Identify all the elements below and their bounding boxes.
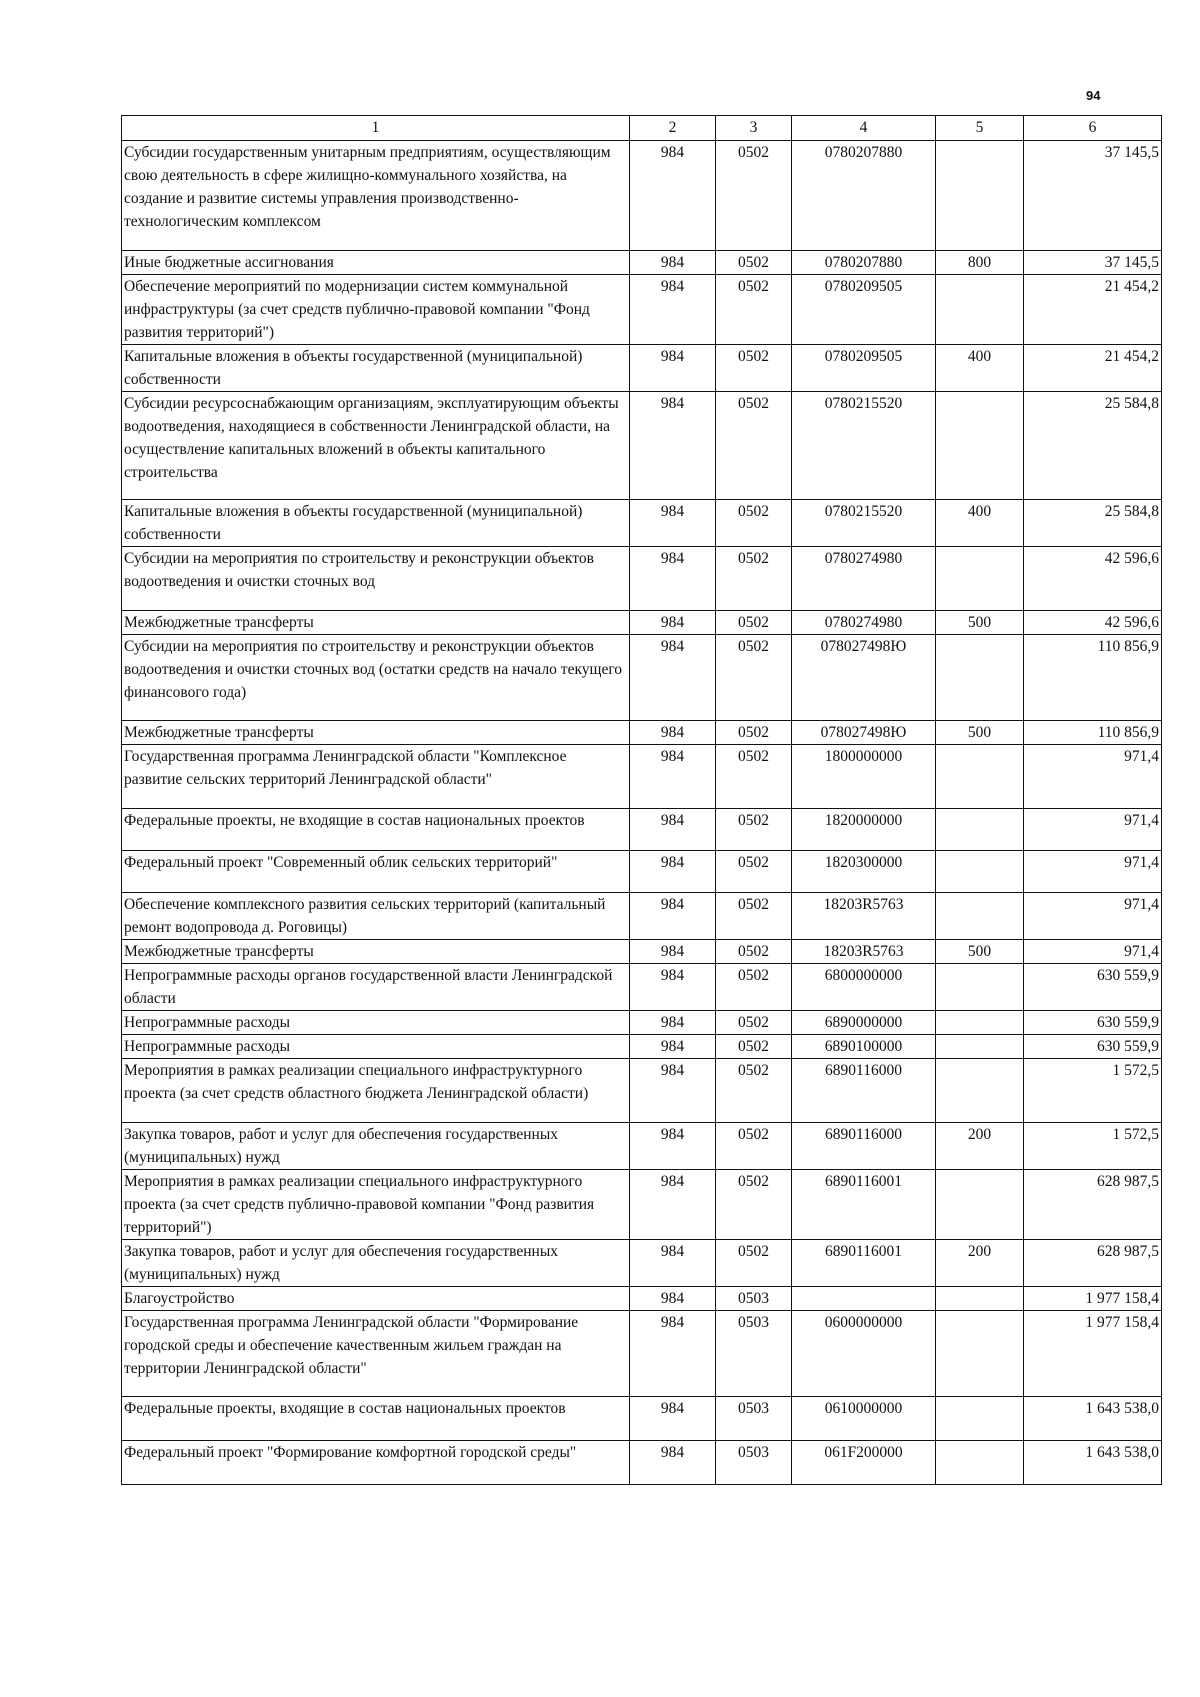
section-code-cell: 0503 bbox=[716, 1397, 792, 1441]
item-name-cell: Федеральный проект "Формирование комфортной городской среды" bbox=[122, 1441, 630, 1485]
admin-code-cell: 984 bbox=[630, 547, 716, 611]
expense-type-cell bbox=[936, 1059, 1024, 1123]
table-row bbox=[122, 1441, 1162, 1485]
table-row bbox=[122, 1170, 1162, 1240]
admin-code-cell: 984 bbox=[630, 1035, 716, 1059]
table-row bbox=[122, 500, 1162, 547]
amount-cell: 630 559,9 bbox=[1024, 964, 1162, 1011]
admin-code-cell: 984 bbox=[630, 635, 716, 721]
item-name-cell: Закупка товаров, работ и услуг для обеспечения государственных (муниципальных) нужд bbox=[122, 1123, 630, 1170]
admin-code-cell: 984 bbox=[630, 1441, 716, 1485]
table-row bbox=[122, 1011, 1162, 1035]
section-code-cell: 0502 bbox=[716, 964, 792, 1011]
expense-type-cell bbox=[936, 1035, 1024, 1059]
item-name-cell: Межбюджетные трансферты bbox=[122, 721, 630, 745]
amount-cell: 1 572,5 bbox=[1024, 1059, 1162, 1123]
column-header: 5 bbox=[936, 116, 1024, 141]
target-code-cell: 078027498Ю bbox=[792, 721, 936, 745]
target-code-cell: 1800000000 bbox=[792, 745, 936, 809]
expense-type-cell bbox=[936, 893, 1024, 940]
amount-cell: 630 559,9 bbox=[1024, 1011, 1162, 1035]
target-code-cell: 0600000000 bbox=[792, 1311, 936, 1397]
amount-cell: 42 596,6 bbox=[1024, 547, 1162, 611]
amount-cell: 1 643 538,0 bbox=[1024, 1397, 1162, 1441]
table-row bbox=[122, 1397, 1162, 1441]
admin-code-cell: 984 bbox=[630, 1397, 716, 1441]
table-body bbox=[122, 141, 1162, 1485]
expense-type-cell bbox=[936, 1011, 1024, 1035]
expense-type-cell bbox=[936, 1170, 1024, 1240]
item-name-cell: Федеральный проект "Современный облик сельских территорий" bbox=[122, 851, 630, 893]
admin-code-cell: 984 bbox=[630, 1287, 716, 1311]
item-name-cell: Федеральные проекты, не входящие в состав национальных проектов bbox=[122, 809, 630, 851]
target-code-cell: 0610000000 bbox=[792, 1397, 936, 1441]
admin-code-cell: 984 bbox=[630, 500, 716, 547]
section-code-cell: 0502 bbox=[716, 851, 792, 893]
target-code-cell: 6890116000 bbox=[792, 1123, 936, 1170]
section-code-cell: 0502 bbox=[716, 1035, 792, 1059]
table-row bbox=[122, 275, 1162, 345]
expense-type-cell: 200 bbox=[936, 1240, 1024, 1287]
item-name-cell: Субсидии на мероприятия по строительству и реконструкции объектов водоотведения и очистки сточных вод bbox=[122, 547, 630, 611]
item-name-cell: Закупка товаров, работ и услуг для обеспечения государственных (муниципальных) нужд bbox=[122, 1240, 630, 1287]
amount-cell: 110 856,9 bbox=[1024, 635, 1162, 721]
expense-type-cell bbox=[936, 1397, 1024, 1441]
section-code-cell: 0502 bbox=[716, 345, 792, 392]
admin-code-cell: 984 bbox=[630, 893, 716, 940]
section-code-cell: 0502 bbox=[716, 635, 792, 721]
expense-type-cell bbox=[936, 392, 1024, 500]
section-code-cell: 0502 bbox=[716, 275, 792, 345]
expense-type-cell: 500 bbox=[936, 611, 1024, 635]
amount-cell: 21 454,2 bbox=[1024, 345, 1162, 392]
table-row bbox=[122, 851, 1162, 893]
target-code-cell: 0780215520 bbox=[792, 500, 936, 547]
section-code-cell: 0502 bbox=[716, 611, 792, 635]
section-code-cell: 0502 bbox=[716, 1240, 792, 1287]
table-row bbox=[122, 1240, 1162, 1287]
admin-code-cell: 984 bbox=[630, 721, 716, 745]
expense-type-cell bbox=[936, 964, 1024, 1011]
target-code-cell: 6890116001 bbox=[792, 1240, 936, 1287]
section-code-cell: 0502 bbox=[716, 809, 792, 851]
item-name-cell: Капитальные вложения в объекты государственной (муниципальной) собственности bbox=[122, 500, 630, 547]
amount-cell: 971,4 bbox=[1024, 940, 1162, 964]
expense-type-cell: 400 bbox=[936, 345, 1024, 392]
amount-cell: 971,4 bbox=[1024, 809, 1162, 851]
section-code-cell: 0502 bbox=[716, 141, 792, 251]
amount-cell: 628 987,5 bbox=[1024, 1170, 1162, 1240]
expense-type-cell: 500 bbox=[936, 721, 1024, 745]
amount-cell: 1 977 158,4 bbox=[1024, 1311, 1162, 1397]
column-header: 1 bbox=[122, 116, 630, 141]
table-row bbox=[122, 1035, 1162, 1059]
amount-cell: 21 454,2 bbox=[1024, 275, 1162, 345]
section-code-cell: 0502 bbox=[716, 1011, 792, 1035]
item-name-cell: Субсидии государственным унитарным предприятиям, осуществляющим свою деятельность в сфере жилищно-коммунального хозяйства, на создание и развитие системы управления производственно-технологическим комплексом bbox=[122, 141, 630, 251]
amount-cell: 1 572,5 bbox=[1024, 1123, 1162, 1170]
admin-code-cell: 984 bbox=[630, 964, 716, 1011]
target-code-cell: 0780274980 bbox=[792, 547, 936, 611]
column-header: 3 bbox=[716, 116, 792, 141]
item-name-cell: Межбюджетные трансферты bbox=[122, 611, 630, 635]
target-code-cell: 0780274980 bbox=[792, 611, 936, 635]
section-code-cell: 0502 bbox=[716, 721, 792, 745]
table-row bbox=[122, 940, 1162, 964]
amount-cell: 971,4 bbox=[1024, 851, 1162, 893]
target-code-cell: 0780209505 bbox=[792, 275, 936, 345]
amount-cell: 971,4 bbox=[1024, 745, 1162, 809]
table-row bbox=[122, 611, 1162, 635]
table-row bbox=[122, 1059, 1162, 1123]
amount-cell: 25 584,8 bbox=[1024, 392, 1162, 500]
target-code-cell: 18203R5763 bbox=[792, 940, 936, 964]
table-row bbox=[122, 1287, 1162, 1311]
section-code-cell: 0502 bbox=[716, 251, 792, 275]
section-code-cell: 0502 bbox=[716, 1123, 792, 1170]
amount-cell: 1 977 158,4 bbox=[1024, 1287, 1162, 1311]
expense-type-cell: 400 bbox=[936, 500, 1024, 547]
amount-cell: 971,4 bbox=[1024, 893, 1162, 940]
admin-code-cell: 984 bbox=[630, 809, 716, 851]
amount-cell: 628 987,5 bbox=[1024, 1240, 1162, 1287]
expense-type-cell bbox=[936, 635, 1024, 721]
item-name-cell: Непрограммные расходы bbox=[122, 1011, 630, 1035]
target-code-cell: 0780207880 bbox=[792, 141, 936, 251]
table-row bbox=[122, 1311, 1162, 1397]
item-name-cell: Федеральные проекты, входящие в состав национальных проектов bbox=[122, 1397, 630, 1441]
target-code-cell: 6890100000 bbox=[792, 1035, 936, 1059]
amount-cell: 1 643 538,0 bbox=[1024, 1441, 1162, 1485]
column-header: 4 bbox=[792, 116, 936, 141]
item-name-cell: Обеспечение мероприятий по модернизации систем коммунальной инфраструктуры (за счет средств публично-правовой компании "Фонд развития территорий") bbox=[122, 275, 630, 345]
expense-type-cell bbox=[936, 851, 1024, 893]
admin-code-cell: 984 bbox=[630, 392, 716, 500]
admin-code-cell: 984 bbox=[630, 345, 716, 392]
header-row bbox=[122, 116, 1162, 141]
expense-type-cell bbox=[936, 141, 1024, 251]
item-name-cell: Непрограммные расходы bbox=[122, 1035, 630, 1059]
item-name-cell: Обеспечение комплексного развития сельских территорий (капитальный ремонт водопровода д. Роговицы) bbox=[122, 893, 630, 940]
admin-code-cell: 984 bbox=[630, 1059, 716, 1123]
item-name-cell: Межбюджетные трансферты bbox=[122, 940, 630, 964]
table-row bbox=[122, 547, 1162, 611]
target-code-cell: 1820300000 bbox=[792, 851, 936, 893]
table-row bbox=[122, 345, 1162, 392]
target-code-cell: 1820000000 bbox=[792, 809, 936, 851]
section-code-cell: 0503 bbox=[716, 1441, 792, 1485]
table-row bbox=[122, 251, 1162, 275]
admin-code-cell: 984 bbox=[630, 141, 716, 251]
section-code-cell: 0502 bbox=[716, 1170, 792, 1240]
expense-type-cell: 800 bbox=[936, 251, 1024, 275]
section-code-cell: 0503 bbox=[716, 1287, 792, 1311]
section-code-cell: 0502 bbox=[716, 1059, 792, 1123]
admin-code-cell: 984 bbox=[630, 275, 716, 345]
target-code-cell bbox=[792, 1287, 936, 1311]
admin-code-cell: 984 bbox=[630, 1011, 716, 1035]
expense-type-cell bbox=[936, 809, 1024, 851]
section-code-cell: 0502 bbox=[716, 500, 792, 547]
admin-code-cell: 984 bbox=[630, 745, 716, 809]
amount-cell: 25 584,8 bbox=[1024, 500, 1162, 547]
amount-cell: 42 596,6 bbox=[1024, 611, 1162, 635]
item-name-cell: Государственная программа Ленинградской области "Формирование городской среды и обеспечение качественным жильем граждан на территории Ленинградской области" bbox=[122, 1311, 630, 1397]
admin-code-cell: 984 bbox=[630, 251, 716, 275]
table-row bbox=[122, 392, 1162, 500]
section-code-cell: 0502 bbox=[716, 547, 792, 611]
section-code-cell: 0502 bbox=[716, 893, 792, 940]
expense-type-cell bbox=[936, 547, 1024, 611]
admin-code-cell: 984 bbox=[630, 940, 716, 964]
target-code-cell: 0780209505 bbox=[792, 345, 936, 392]
item-name-cell: Благоустройство bbox=[122, 1287, 630, 1311]
item-name-cell: Капитальные вложения в объекты государственной (муниципальной) собственности bbox=[122, 345, 630, 392]
amount-cell: 110 856,9 bbox=[1024, 721, 1162, 745]
expense-type-cell bbox=[936, 1287, 1024, 1311]
expense-type-cell bbox=[936, 1311, 1024, 1397]
admin-code-cell: 984 bbox=[630, 851, 716, 893]
amount-cell: 37 145,5 bbox=[1024, 141, 1162, 251]
expense-type-cell: 200 bbox=[936, 1123, 1024, 1170]
section-code-cell: 0503 bbox=[716, 1311, 792, 1397]
amount-cell: 630 559,9 bbox=[1024, 1035, 1162, 1059]
target-code-cell: 061F200000 bbox=[792, 1441, 936, 1485]
target-code-cell: 0780207880 bbox=[792, 251, 936, 275]
admin-code-cell: 984 bbox=[630, 1240, 716, 1287]
target-code-cell: 6890116001 bbox=[792, 1170, 936, 1240]
column-header: 6 bbox=[1024, 116, 1162, 141]
section-code-cell: 0502 bbox=[716, 392, 792, 500]
column-header: 2 bbox=[630, 116, 716, 141]
target-code-cell: 0780215520 bbox=[792, 392, 936, 500]
admin-code-cell: 984 bbox=[630, 1123, 716, 1170]
target-code-cell: 6800000000 bbox=[792, 964, 936, 1011]
section-code-cell: 0502 bbox=[716, 745, 792, 809]
table-row bbox=[122, 1123, 1162, 1170]
expense-type-cell bbox=[936, 1441, 1024, 1485]
target-code-cell: 6890116000 bbox=[792, 1059, 936, 1123]
admin-code-cell: 984 bbox=[630, 1170, 716, 1240]
table-row bbox=[122, 745, 1162, 809]
table-row bbox=[122, 721, 1162, 745]
expense-type-cell: 500 bbox=[936, 940, 1024, 964]
page-number: 94 bbox=[1086, 88, 1101, 103]
target-code-cell: 078027498Ю bbox=[792, 635, 936, 721]
item-name-cell: Мероприятия в рамках реализации специального инфраструктурного проекта (за счет средств областного бюджета Ленинградской области) bbox=[122, 1059, 630, 1123]
table-row bbox=[122, 893, 1162, 940]
table-row bbox=[122, 809, 1162, 851]
target-code-cell: 6890000000 bbox=[792, 1011, 936, 1035]
section-code-cell: 0502 bbox=[716, 940, 792, 964]
table-row bbox=[122, 635, 1162, 721]
admin-code-cell: 984 bbox=[630, 611, 716, 635]
item-name-cell: Субсидии на мероприятия по строительству и реконструкции объектов водоотведения и очистки сточных вод (остатки средств на начало текущего финансового года) bbox=[122, 635, 630, 721]
item-name-cell: Мероприятия в рамках реализации специального инфраструктурного проекта (за счет средств публично-правовой компании "Фонд развития территорий") bbox=[122, 1170, 630, 1240]
admin-code-cell: 984 bbox=[630, 1311, 716, 1397]
item-name-cell: Непрограммные расходы органов государственной власти Ленинградской области bbox=[122, 964, 630, 1011]
table-row bbox=[122, 964, 1162, 1011]
item-name-cell: Государственная программа Ленинградской области "Комплексное развитие сельских территорий Ленинградской области" bbox=[122, 745, 630, 809]
item-name-cell: Субсидии ресурсоснабжающим организациям, эксплуатирующим объекты водоотведения, находящиеся в собственности Ленинградской области, на осуществление капитальных вложений в объекты капитального строительства bbox=[122, 392, 630, 500]
target-code-cell: 18203R5763 bbox=[792, 893, 936, 940]
expense-type-cell bbox=[936, 745, 1024, 809]
table-row bbox=[122, 141, 1162, 251]
budget-table bbox=[121, 115, 1162, 1485]
amount-cell: 37 145,5 bbox=[1024, 251, 1162, 275]
expense-type-cell bbox=[936, 275, 1024, 345]
item-name-cell: Иные бюджетные ассигнования bbox=[122, 251, 630, 275]
